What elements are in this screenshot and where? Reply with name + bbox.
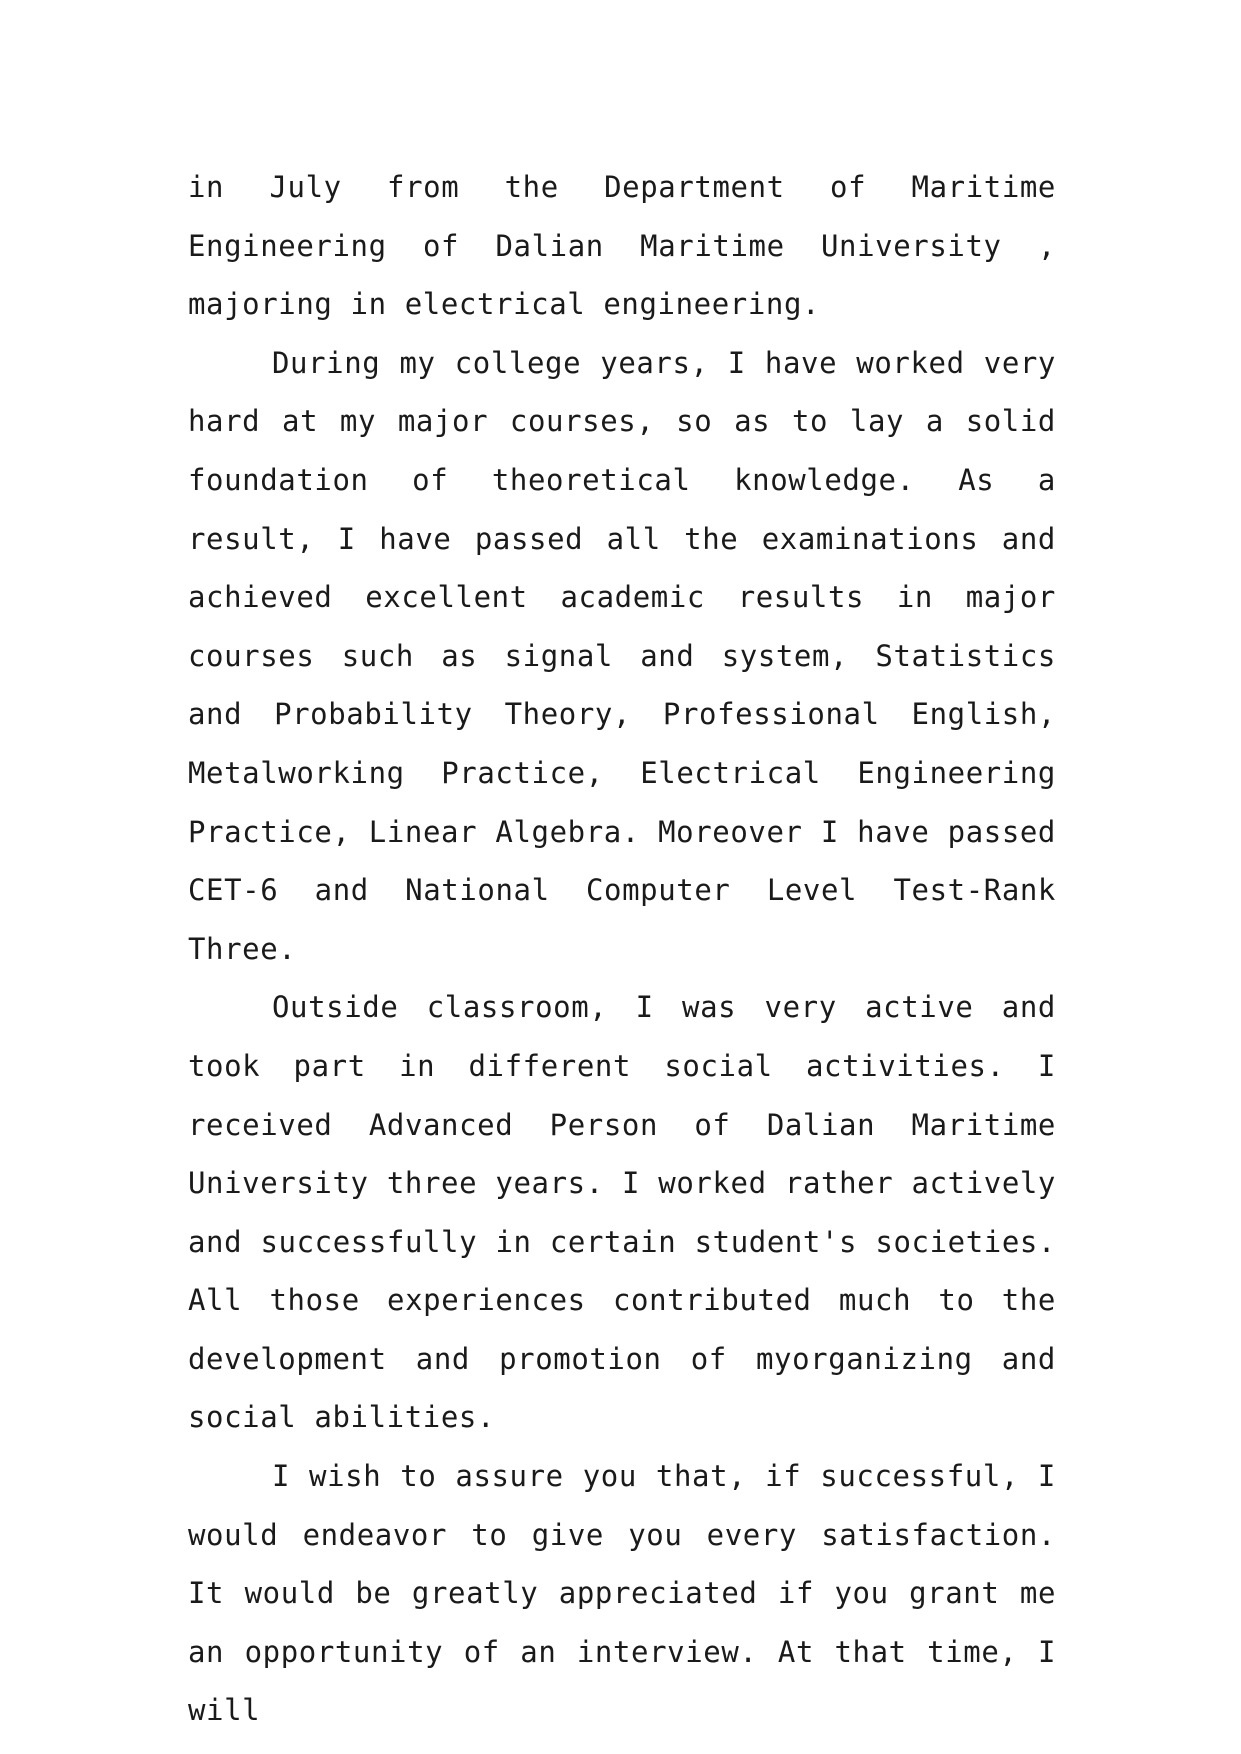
letter-body [188, 158, 1056, 1740]
paragraph-activities: Outside classroom, I was very active and took part in different social activities. I received Advanced Person of Dalian Maritime University three years. I worked rather actively and successfully in certain student's societies. All those experiences contributed much to the development and promotion of myorganizing and social abilities. [188, 990, 1056, 1435]
paragraph-academics: During my college years, I have worked very hard at my major courses, so as to lay a solid foundation of theoretical knowledge. As a result, I have passed all the examinations and achieved excellent academic results in major courses such as signal and system, Statistics and Probability Theory, Professional English, Metalworking Practice, Electrical Engineering Practice, Linear Algebra. Moreover I have passed CET-6 and National Computer Level Test-Rank Three. [188, 345, 1056, 966]
paragraph-education: in July from the Department of Maritime Engineering of Dalian Maritime University , majoring in electrical engineering. [188, 170, 1056, 322]
paragraph-closing: I wish to assure you that, if successful, I would endeavor to give you every satisfaction. It would be greatly appreciated if you grant me an opportunity of an interview. At that time, I will [188, 1459, 1056, 1728]
